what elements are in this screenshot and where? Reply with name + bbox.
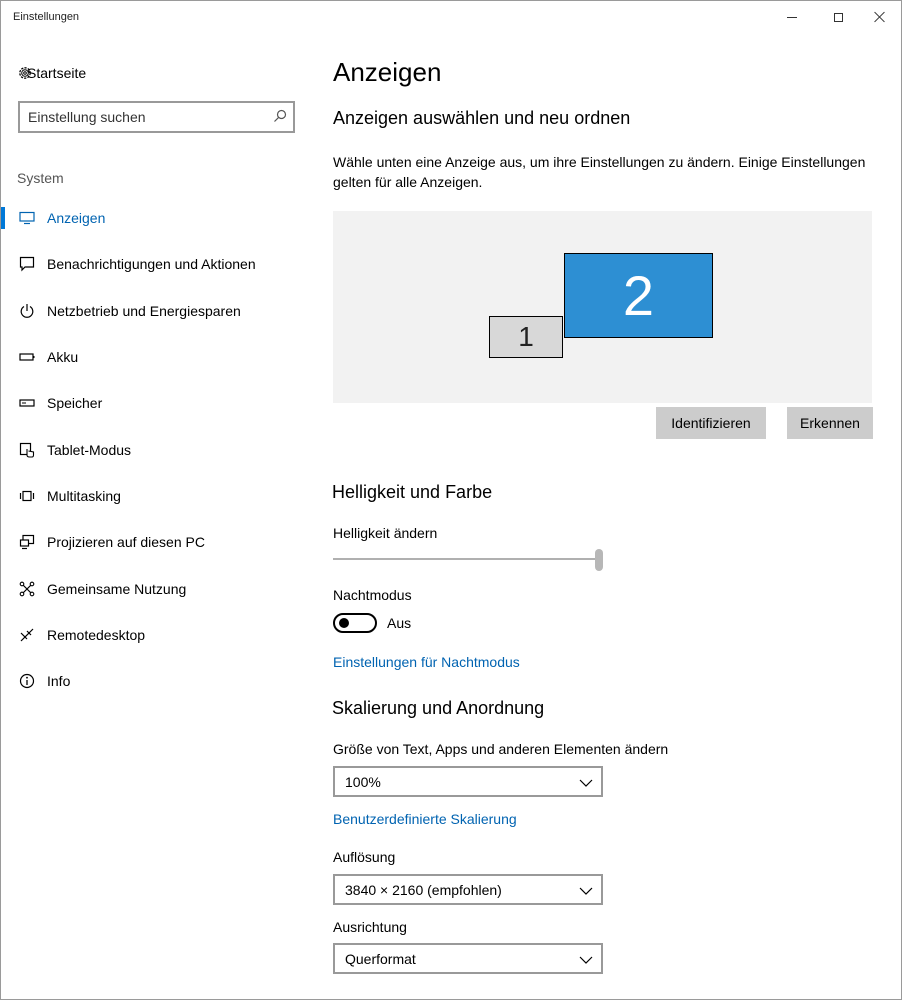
tablet-mode-icon	[18, 441, 36, 459]
orientation-label: Ausrichtung	[333, 919, 407, 935]
arrange-heading: Anzeigen auswählen und neu ordnen	[333, 108, 631, 128]
page-title: Anzeigen	[333, 57, 442, 87]
storage-icon	[18, 394, 36, 412]
scale-label: Größe von Text, Apps und anderen Elementen ändern	[333, 741, 669, 757]
maximize-button[interactable]	[815, 1, 861, 33]
sidebar-item-akku[interactable]	[1, 334, 311, 380]
arrange-description: Wähle unten eine Anzeige aus, um ihre Einstellungen zu ändern. Einige Einstellungen gelten für alle Anzeigen.	[333, 154, 866, 190]
main-content	[333, 33, 881, 999]
chevron-down-icon	[579, 883, 593, 901]
scale-dropdown[interactable]	[333, 766, 603, 797]
maximize-icon	[834, 13, 843, 22]
detect-button[interactable]: Erkennen	[787, 407, 873, 439]
search-icon[interactable]	[273, 109, 287, 128]
sidebar-item-label: Info	[47, 673, 71, 690]
slider-track[interactable]	[333, 558, 601, 560]
resolution-label: Auflösung	[333, 849, 396, 865]
sidebar-item-label: Benachrichtigungen und Aktionen	[47, 256, 256, 273]
sidebar-item-info[interactable]	[1, 658, 311, 704]
brightness-label: Helligkeit ändern	[333, 525, 438, 541]
window-title: Einstellungen	[13, 11, 80, 23]
search-input[interactable]	[28, 108, 258, 126]
monitor-icon	[18, 209, 36, 227]
sidebar-item-label: Anzeigen	[47, 210, 106, 227]
project-icon	[18, 533, 36, 551]
night-mode-state: Aus	[387, 615, 412, 631]
remote-desktop-icon	[18, 626, 36, 644]
monitor-2-label: 2	[622, 264, 655, 327]
sidebar-item-speicher[interactable]	[1, 380, 311, 426]
night-mode-settings-link[interactable]: Einstellungen für Nachtmodus	[333, 654, 520, 670]
battery-icon	[18, 348, 36, 366]
sidebar-item-multitasking[interactable]	[1, 473, 311, 519]
monitor-1[interactable]	[489, 316, 563, 358]
sidebar-item-gemeinsame-nutzung[interactable]	[1, 565, 311, 611]
night-mode-label: Nachtmodus	[333, 587, 412, 603]
sidebar-item-label: Speicher	[47, 395, 103, 412]
brightness-slider[interactable]	[333, 547, 605, 571]
sidebar-item-label: Remotedesktop	[47, 626, 146, 643]
sidebar-item-label: Netzbetrieb und Energiesparen	[47, 302, 241, 319]
identify-button[interactable]: Identifizieren	[656, 407, 766, 439]
close-icon	[874, 11, 886, 23]
resolution-value: 3840 × 2160 (empfohlen)	[345, 882, 502, 898]
multitasking-icon	[18, 487, 36, 505]
sidebar-item-netzbetrieb[interactable]	[1, 288, 311, 334]
info-icon	[18, 672, 36, 690]
orientation-dropdown[interactable]	[333, 943, 603, 974]
scale-value: 100%	[345, 774, 381, 790]
custom-scaling-link[interactable]: Benutzerdefinierte Skalierung	[333, 811, 517, 827]
sidebar-nav	[1, 195, 311, 704]
sidebar-item-label: Gemeinsame Nutzung	[47, 580, 187, 597]
scaling-heading: Skalierung und Anordnung	[332, 698, 545, 718]
minimize-icon	[787, 17, 797, 18]
slider-thumb[interactable]	[595, 549, 603, 571]
sidebar-item-label: Akku	[47, 349, 79, 366]
share-icon	[18, 580, 36, 598]
sidebar-item-label: Projizieren auf diesen PC	[47, 534, 205, 551]
power-icon	[18, 302, 36, 320]
section-label-system: System	[17, 170, 64, 186]
sidebar-item-label: Multitasking	[47, 487, 121, 504]
chevron-down-icon	[579, 952, 593, 970]
sidebar-item-remotedesktop[interactable]	[1, 612, 311, 658]
display-arrangement-area[interactable]	[333, 211, 872, 403]
toggle-knob	[339, 618, 349, 628]
resolution-dropdown[interactable]	[333, 874, 603, 905]
sidebar-item-label: Tablet-Modus	[47, 441, 132, 458]
monitor-1-label: 1	[518, 321, 534, 352]
sidebar-item-benachrichtigungen[interactable]	[1, 241, 311, 287]
sidebar-item-projizieren[interactable]	[1, 519, 311, 565]
monitor-2[interactable]	[564, 253, 713, 338]
night-mode-toggle[interactable]	[333, 613, 377, 633]
home-label: Startseite	[27, 65, 87, 81]
orientation-value: Querformat	[345, 951, 416, 967]
search-box[interactable]	[18, 101, 295, 133]
brightness-heading: Helligkeit und Farbe	[332, 482, 493, 502]
notification-icon	[18, 255, 36, 273]
title-bar	[1, 1, 901, 33]
sidebar-item-tablet-modus[interactable]	[1, 426, 311, 472]
sidebar-item-anzeigen[interactable]	[1, 195, 311, 241]
home-link[interactable]	[17, 61, 297, 85]
chevron-down-icon	[579, 775, 593, 793]
close-button[interactable]	[857, 1, 902, 33]
sidebar	[1, 33, 311, 999]
minimize-button[interactable]	[769, 1, 815, 33]
